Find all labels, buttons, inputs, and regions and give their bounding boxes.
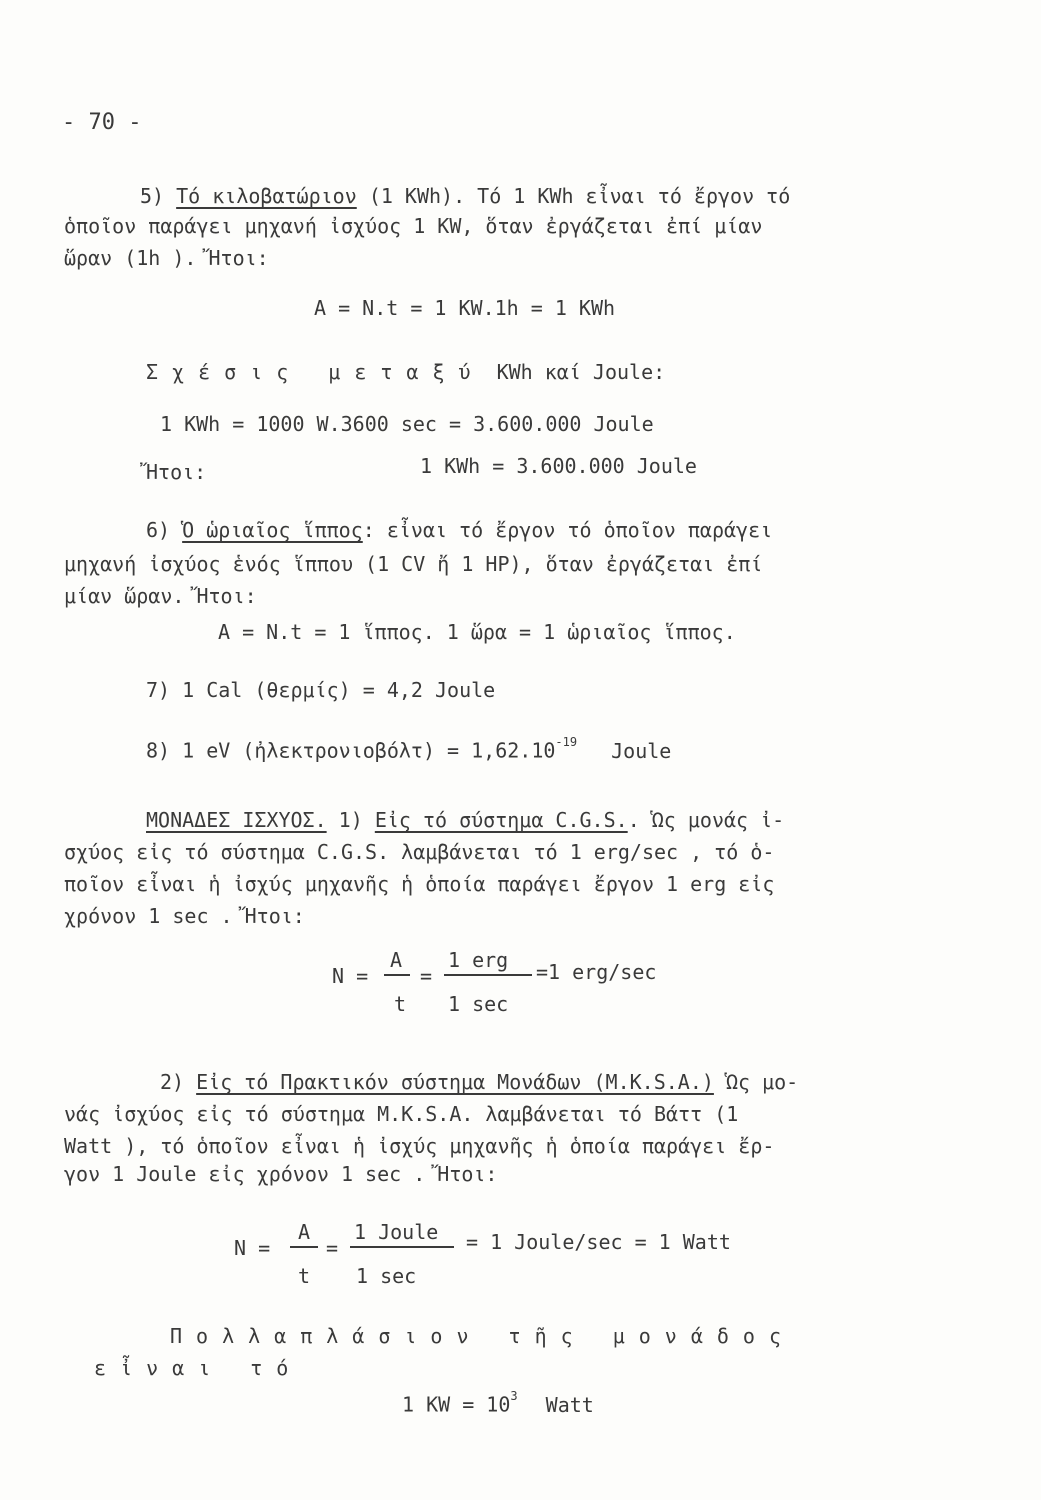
- relation-rest: KWh καί Joule:: [496, 360, 666, 384]
- section-5-line-3: ὥραν (1h ). Ἤτοι:: [64, 246, 269, 270]
- etoi-label: Ἤτοι:: [146, 460, 207, 484]
- power-line-1: [146, 810, 784, 830]
- section-6-title: Ὁ ὡριαῖος ἵππος: [182, 518, 363, 542]
- section-8: [146, 735, 672, 763]
- formula-2-lhs: N =: [234, 1236, 271, 1260]
- power-units-title: ΜΟΝΑΔΕΣ ΙΣΧΥΟΣ.: [146, 808, 327, 832]
- formula-1-numerator-b: 1 erg: [448, 948, 509, 972]
- practical-line-1: [160, 1072, 798, 1092]
- page-number: - 70 -: [62, 110, 142, 135]
- section-5-title: Τό κιλοβατώριον: [176, 184, 357, 208]
- power-part-1-system: Εἰς τό σύστημα C.G.S.: [374, 808, 628, 832]
- section-7: 7) 1 Cal (θερμίς) = 4,2 Joule: [146, 678, 496, 702]
- horsepower-equation: A = N.t = 1 ἵππος. 1 ὥρα = 1 ὡριαῖος ἵππος.: [218, 620, 736, 644]
- practical-line-2: νάς ἰσχύος εἰς τό σύστημα M.K.S.A. λαμβάνεται τό Βάττ (1: [64, 1102, 739, 1126]
- kwh-equation: A = N.t = 1 KW.1h = 1 KWh: [314, 296, 616, 320]
- section-6-line-1: [146, 520, 772, 540]
- power-line-2: σχύος εἰς τό σύστημα C.G.S. λαμβάνεται τό 1 erg/sec , τό ὁ-: [64, 840, 775, 864]
- formula-2-numerator-a: A: [298, 1220, 311, 1244]
- formula-2-bar-a: [290, 1246, 318, 1248]
- kw-watt-text: 1 KW = 10: [402, 1392, 511, 1417]
- section-8-text: 8) 1 eV (ἠλεκτρονιοβόλτ) = 1,62.10: [146, 738, 556, 763]
- multiple-line-1: Πολλαπλάσιον τῆς μονάδος: [170, 1324, 795, 1348]
- formula-1-rhs: =1 erg/sec: [536, 960, 657, 984]
- section-8-unit: Joule: [611, 738, 672, 763]
- section-6-line-2: μηχανή ἰσχύος ἑνός ἵππου (1 CV ἤ 1 HP), ὅταν ἐργάζεται ἐπί: [64, 552, 763, 576]
- practical-line-3: Watt ), τό ὁποῖον εἶναι ἡ ἰσχύς μηχανῆς ἡ ὁποία παράγει ἔρ-: [64, 1134, 775, 1158]
- section-5-line-1: [140, 186, 790, 206]
- kw-watt-exponent: 3: [510, 1389, 518, 1403]
- relation-label: Σχέσις μεταξύ: [146, 360, 485, 384]
- section-6-line-1-text: : εἶναι τό ἔργον τό ὁποῖον παράγει: [362, 518, 773, 542]
- formula-1-denominator-b: 1 sec: [448, 992, 509, 1016]
- formula-1-bar-a: [384, 974, 410, 976]
- formula-2-numerator-b: 1 Joule: [354, 1220, 439, 1244]
- multiple-line-2: εἶναι τό: [94, 1356, 303, 1380]
- formula-2-denominator-a: t: [298, 1264, 311, 1288]
- power-line-3: ποῖον εἶναι ἡ ἰσχύς μηχανῆς ἡ ὁποία παράγει ἔργον 1 erg εἰς: [64, 872, 775, 896]
- kw-watt-equation: [402, 1389, 594, 1417]
- formula-2-denominator-b: 1 sec: [356, 1264, 417, 1288]
- formula-1-bar-b: [444, 974, 532, 976]
- power-part-2-number: 2): [160, 1070, 185, 1094]
- formula-1-denominator-a: t: [394, 992, 407, 1016]
- section-6-number: 6): [146, 518, 171, 542]
- section-5-line-1-text: (1 KWh). Τό 1 KWh εἶναι τό ἔργον τό: [368, 184, 791, 208]
- relation-heading: [146, 362, 665, 382]
- power-part-2-system: Εἰς τό Πρακτικόν σύστημα Μονάδων (M.K.S.A.): [196, 1070, 714, 1094]
- formula-1-numerator-a: A: [390, 948, 403, 972]
- power-part-1-text: . Ὡς μονάς ἰ-: [627, 808, 785, 832]
- formula-2-rhs: = 1 Joule/sec = 1 Watt: [466, 1230, 731, 1254]
- section-6-line-3: μίαν ὥραν. Ἤτοι:: [64, 584, 257, 608]
- kwh-result-equation: 1 KWh = 3.600.000 Joule: [420, 454, 697, 478]
- section-8-exponent: -19: [555, 735, 578, 749]
- section-5-line-2: ὁποῖον παράγει μηχανή ἰσχύος 1 KW, ὅταν ἐργάζεται ἐπί μίαν: [64, 214, 763, 238]
- practical-line-4: γον 1 Joule εἰς χρόνον 1 sec . Ἤτοι:: [64, 1162, 498, 1186]
- formula-1-equals: =: [420, 964, 433, 988]
- formula-1-lhs: N =: [332, 964, 369, 988]
- power-part-1-number: 1): [338, 808, 363, 832]
- power-line-4: χρόνον 1 sec . Ἤτοι:: [64, 904, 305, 928]
- formula-2-equals: =: [326, 1236, 339, 1260]
- kwh-joule-equation: 1 KWh = 1000 W.3600 sec = 3.600.000 Joule: [160, 412, 654, 436]
- kw-watt-unit: Watt: [545, 1392, 594, 1417]
- section-5-number: 5): [140, 184, 165, 208]
- power-part-2-text: Ὡς μο-: [713, 1070, 799, 1094]
- formula-2-bar-b: [350, 1246, 454, 1248]
